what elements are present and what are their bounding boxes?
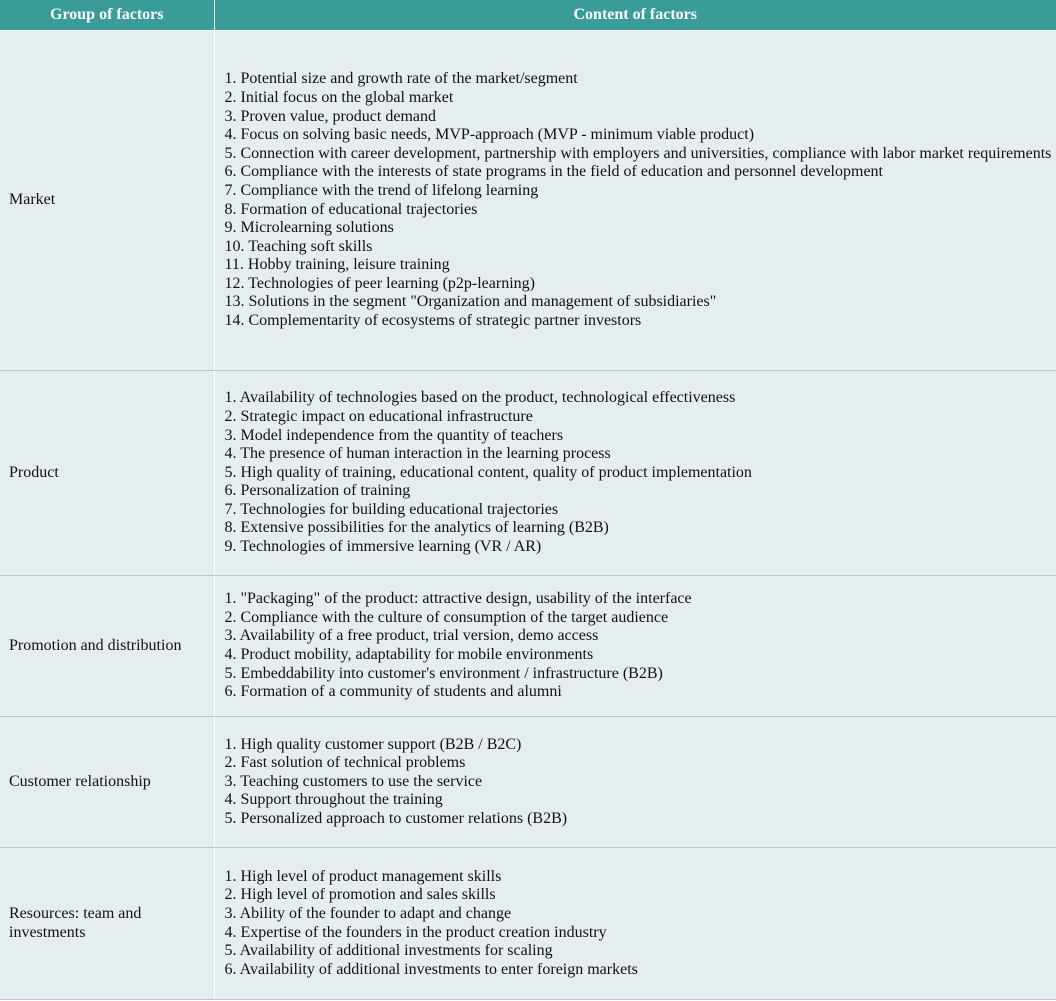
factor-item: 4. Expertise of the founders in the product creation industry xyxy=(224,923,607,941)
factor-item: 3. Model independence from the quantity of teachers xyxy=(224,426,564,444)
factor-list-promotion xyxy=(225,590,1056,702)
factor-item: 4. Focus on solving basic needs, MVP-approach (MVP - minimum viable product) xyxy=(224,126,755,144)
factor-item: 8. Extensive possibilities for the analytics of learning (B2B) xyxy=(224,519,609,537)
group-cell-product: Product xyxy=(0,371,214,576)
factor-item: 9. Technologies of immersive learning (VR / AR) xyxy=(224,538,542,556)
factor-item: 5. Personalized approach to customer relations (B2B) xyxy=(224,809,568,827)
factor-item: 6. Personalization of training xyxy=(224,482,411,500)
factor-list-customer-relationship xyxy=(225,736,1056,829)
factor-item: 3. Teaching customers to use the service xyxy=(224,772,483,790)
factor-item: 4. Product mobility, adaptability for mobile environments xyxy=(224,646,594,663)
factor-item: 2. Fast solution of technical problems xyxy=(224,754,466,772)
factor-item: 10. Teaching soft skills xyxy=(224,237,373,255)
table-row xyxy=(0,848,1056,1000)
factor-item: 1. High level of product management skills xyxy=(224,867,502,885)
factor-item: 1. "Packaging" of the product: attractive design, usability of the interface xyxy=(224,590,692,608)
factor-item: 5. High quality of training, educational content, quality of product implementation xyxy=(224,463,752,481)
factor-list-market xyxy=(225,70,1056,330)
factor-item: 6. Compliance with the interests of state programs in the field of education and personnel development xyxy=(224,163,883,181)
factor-item: 3. Ability of the founder to adapt and change xyxy=(224,904,512,922)
content-cell-resources xyxy=(214,848,1056,1000)
group-cell-customer-relationship: Customer relationship xyxy=(0,717,214,848)
content-cell-customer-relationship xyxy=(214,717,1056,848)
table-row xyxy=(0,371,1056,576)
factor-item: 5. Embeddability into customer's environment / infrastructure (B2B) xyxy=(224,664,663,682)
factor-item: 2. Compliance with the culture of consumption of the target audience xyxy=(224,608,669,626)
factor-item: 1. High quality customer support (B2B / B2C) xyxy=(224,735,522,753)
factor-item: 12. Technologies of peer learning (p2p-learning) xyxy=(224,274,535,292)
content-cell-product xyxy=(214,371,1056,576)
content-cell-market xyxy=(214,31,1056,371)
factor-item: 7. Compliance with the trend of lifelong learning xyxy=(224,181,539,199)
factor-item: 3. Proven value, product demand xyxy=(224,107,436,125)
table-row xyxy=(0,717,1056,848)
group-cell-market: Market xyxy=(0,31,214,371)
group-cell-promotion: Promotion and distribution xyxy=(0,576,214,717)
factor-item: 14. Complementarity of ecosystems of strategic partner investors xyxy=(224,312,642,330)
content-cell-promotion xyxy=(214,576,1056,717)
factor-item: 2. Strategic impact on educational infrastructure xyxy=(224,407,533,425)
factor-item: 13. Solutions in the segment "Organization and management of subsidiaries" xyxy=(224,293,717,311)
factor-item: 9. Microlearning solutions xyxy=(224,219,394,237)
header-content-of-factors: Content of factors xyxy=(214,0,1056,31)
factor-item: 1. Potential size and growth rate of the market/segment xyxy=(224,70,578,88)
group-cell-resources: Resources: team and investments xyxy=(0,848,214,1000)
factor-item: 5. Availability of additional investments for scaling xyxy=(224,942,553,960)
header-row xyxy=(0,0,1056,31)
header-group-of-factors: Group of factors xyxy=(0,0,214,31)
factor-item: 2. High level of promotion and sales skills xyxy=(224,886,496,904)
factor-item: 7. Technologies for building educational trajectories xyxy=(224,500,559,518)
factor-item: 1. Availability of technologies based on the product, technological effectiveness xyxy=(224,389,736,407)
factor-item: 6. Formation of a community of students and alumni xyxy=(224,683,562,701)
factor-item: 5. Connection with career development, partnership with employers and universities, compliance with labor market requirements xyxy=(224,144,1052,162)
factor-item: 4. Support throughout the training xyxy=(224,791,443,809)
factor-item: 4. The presence of human interaction in the learning process xyxy=(224,445,611,463)
factor-list-product xyxy=(225,389,1056,556)
table-row xyxy=(0,31,1056,371)
factor-list-resources xyxy=(225,868,1056,980)
factor-item: 6. Availability of additional investments to enter foreign markets xyxy=(224,960,638,978)
factor-item: 8. Formation of educational trajectories xyxy=(224,200,478,218)
factor-item: 11. Hobby training, leisure training xyxy=(224,256,450,274)
table-row xyxy=(0,576,1056,717)
factor-item: 2. Initial focus on the global market xyxy=(224,88,454,106)
factor-item: 3. Availability of a free product, trial version, demo access xyxy=(224,627,599,645)
